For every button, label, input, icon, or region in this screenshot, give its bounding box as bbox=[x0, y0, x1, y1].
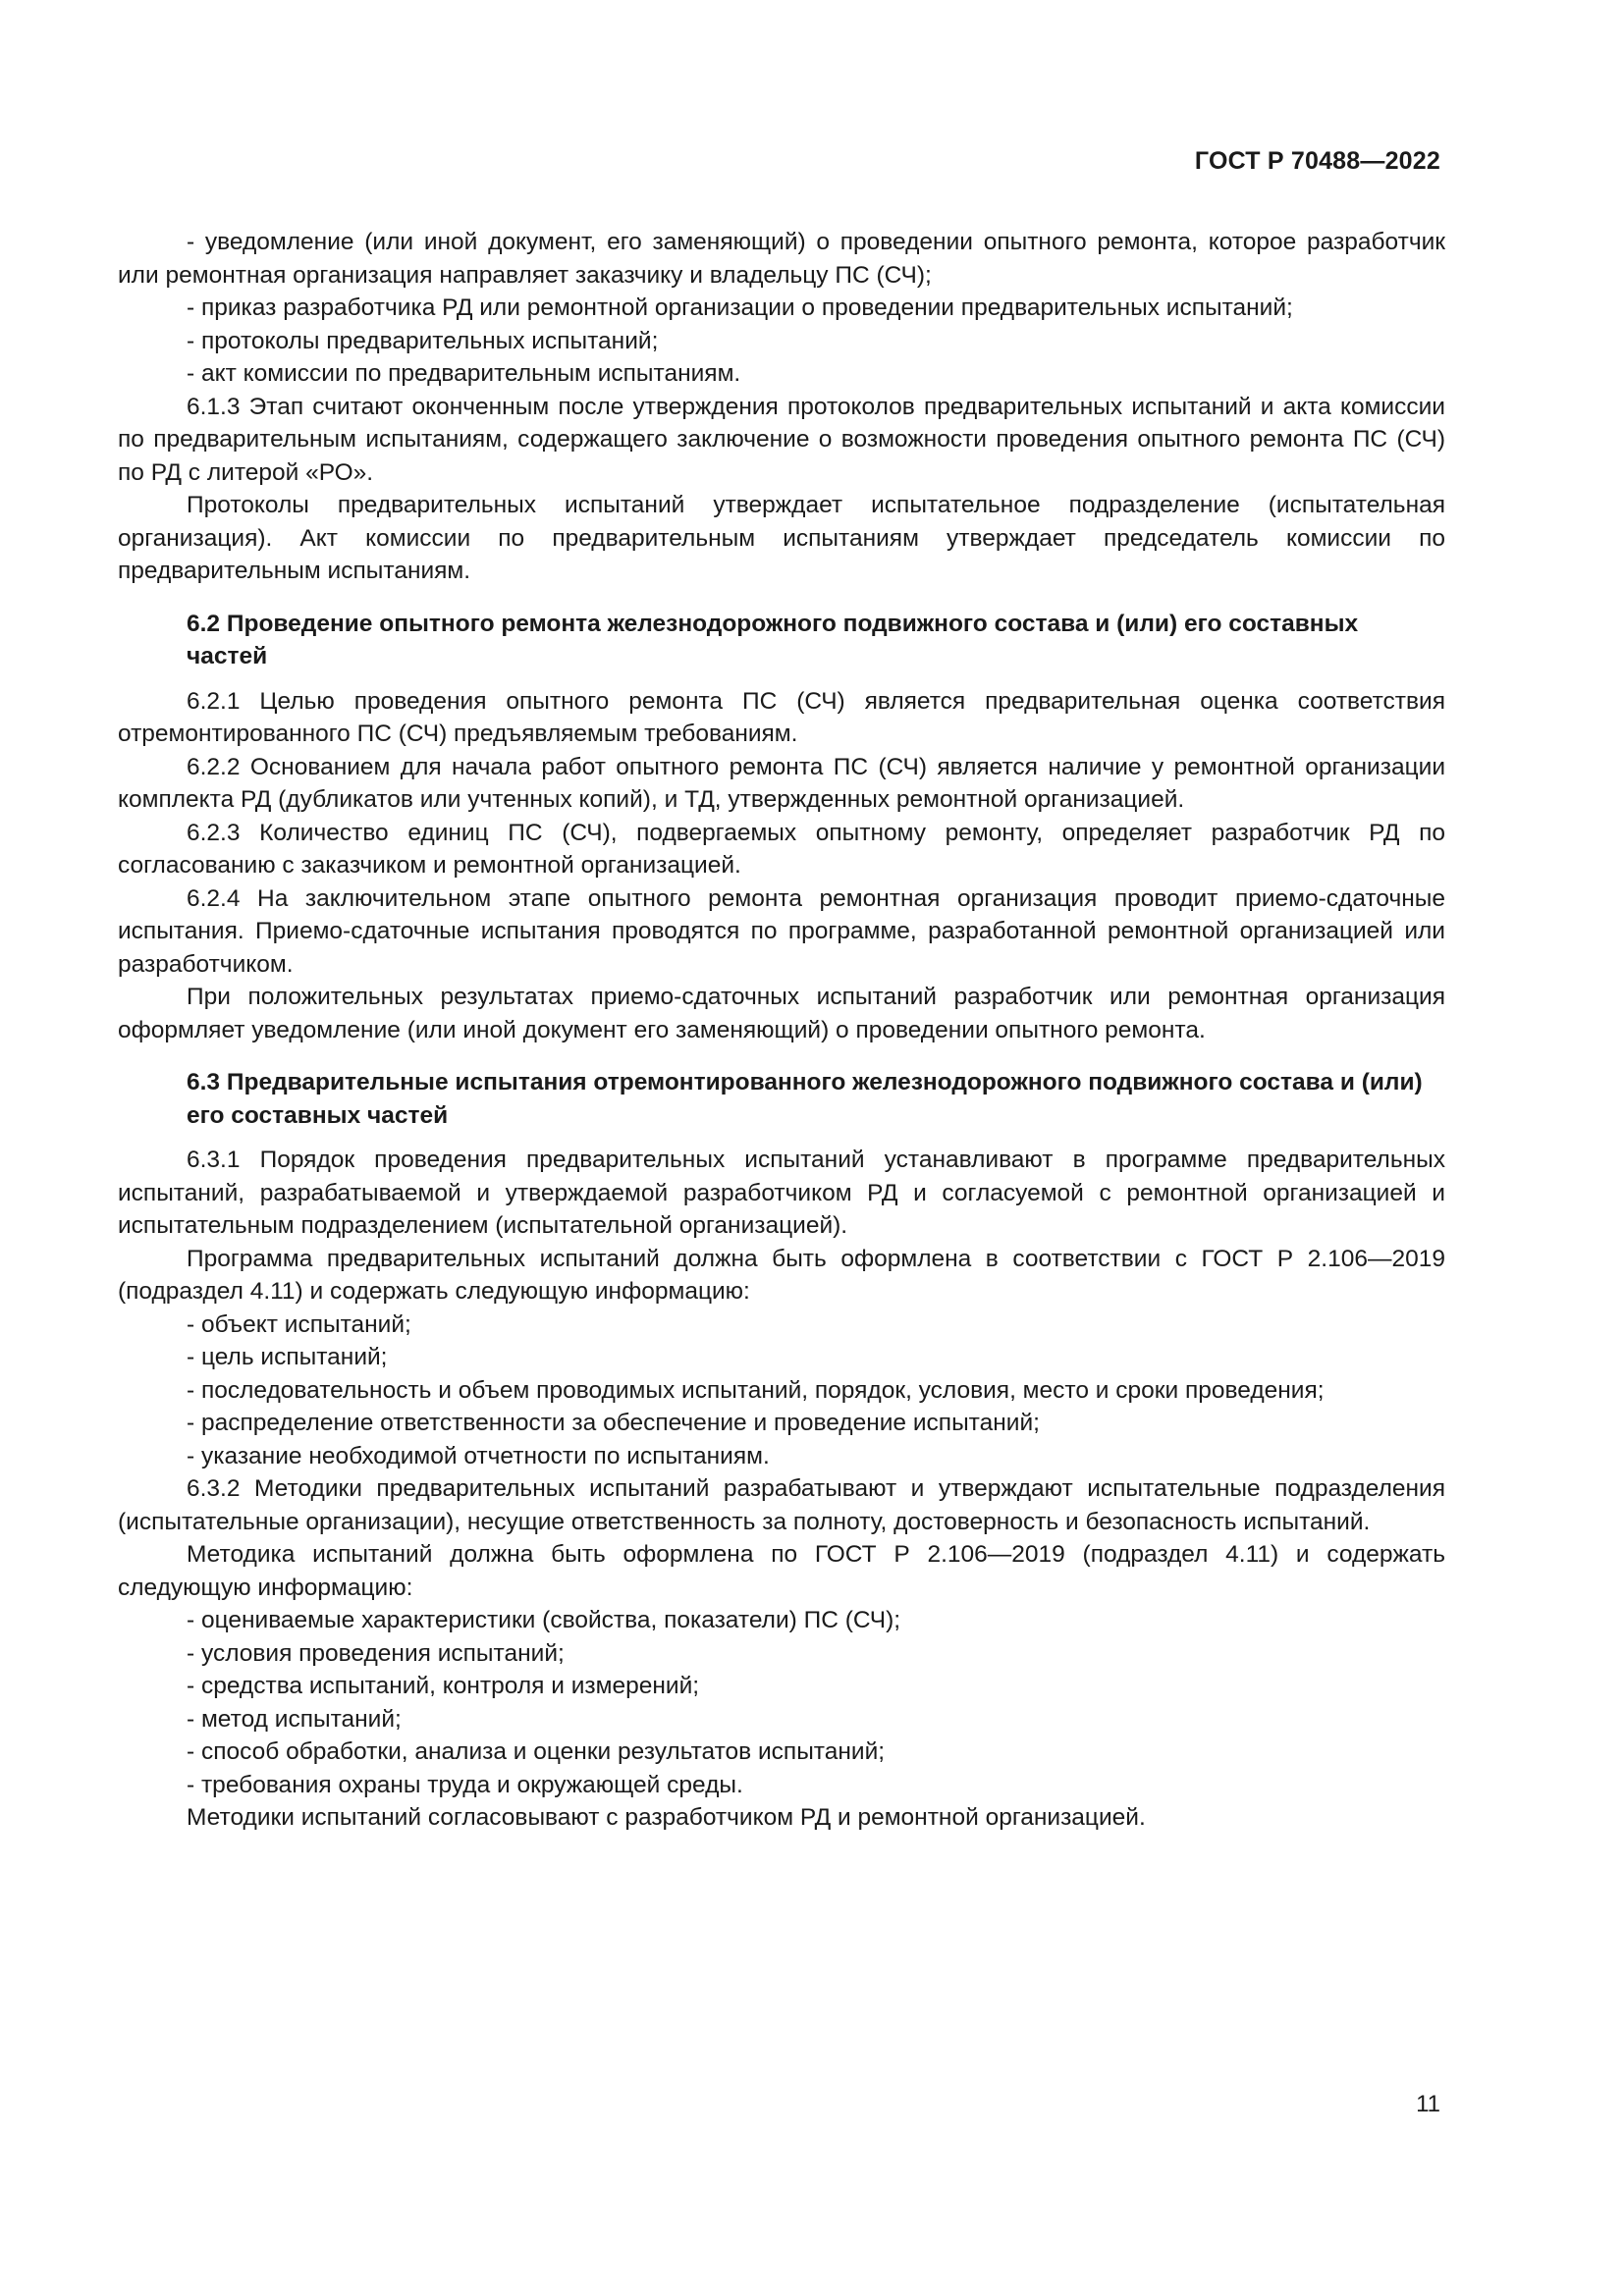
section-heading-6-2: 6.2 Проведение опытного ремонта железнодорожного подвижного состава и (или) его составных частей bbox=[187, 610, 1359, 669]
paragraph: Методика испытаний должна быть оформлена по ГОСТ Р 2.106—2019 (подраздел 4.11) и содержать следующую информацию: bbox=[118, 1541, 1445, 1601]
page-number: 11 bbox=[1416, 2091, 1440, 2117]
list-item: - акт комиссии по предварительным испытаниям. bbox=[187, 360, 741, 387]
document-body bbox=[118, 226, 1445, 1835]
list-item: - средства испытаний, контроля и измерений; bbox=[187, 1673, 700, 1699]
list-item: - метод испытаний; bbox=[187, 1705, 402, 1733]
paragraph: Методики испытаний согласовывают с разработчиком РД и ремонтной организацией. bbox=[187, 1804, 1146, 1831]
section-heading-6-3: 6.3 Предварительные испытания отремонтированного железнодорожного подвижного состава и (или) его составных частей bbox=[187, 1069, 1423, 1129]
list-item: - указание необходимой отчетности по испытаниям. bbox=[187, 1442, 770, 1469]
paragraph: Программа предварительных испытаний должна быть оформлена в соответствии с ГОСТ Р 2.106—2019 (подраздел 4.11) и содержать следующую информацию: bbox=[118, 1245, 1445, 1305]
list-item: - условия проведения испытаний; bbox=[187, 1639, 565, 1667]
document-id-header: ГОСТ Р 70488—2022 bbox=[1194, 147, 1440, 175]
list-item: - распределение ответственности за обеспечение и проведение испытаний; bbox=[187, 1410, 1040, 1436]
list-item: - приказ разработчика РД или ремонтной организации о проведении предварительных испытаний; bbox=[187, 294, 1293, 321]
list-item: - объект испытаний; bbox=[187, 1310, 411, 1338]
paragraph: 6.3.1 Порядок проведения предварительных испытаний устанавливают в программе предварительных испытаний, разрабатываемой и утверждаемой разработчиком РД и согласуемой с ремонтной организацией и испытательным подразделением (испытательной организацией). bbox=[118, 1147, 1445, 1239]
paragraph: 6.2.3 Количество единиц ПС (СЧ), подвергаемых опытному ремонту, определяет разработчик РД по согласованию с заказчиком и ремонтной организацией. bbox=[118, 819, 1445, 879]
paragraph: - уведомление (или иной документ, его заменяющий) о проведении опытного ремонта, которое разработчик или ремонтная организация направляет заказчику и владельцу ПС (СЧ); bbox=[118, 229, 1445, 289]
list-item: - протоколы предварительных испытаний; bbox=[187, 327, 659, 354]
list-item: - цель испытаний; bbox=[187, 1344, 388, 1370]
list-item: - требования охраны труда и окружающей среды. bbox=[187, 1771, 743, 1798]
paragraph: 6.2.2 Основанием для начала работ опытного ремонта ПС (СЧ) является наличие у ремонтной организации комплекта РД (дубликатов или учтенных копий), и ТД, утвержденных ремонтной организацией. bbox=[118, 753, 1445, 813]
paragraph: 6.2.1 Целью проведения опытного ремонта ПС (СЧ) является предварительная оценка соответствия отремонтированного ПС (СЧ) предъявляемым требованиям. bbox=[118, 687, 1445, 747]
list-item: - последовательность и объем проводимых испытаний, порядок, условия, место и сроки проведения; bbox=[187, 1376, 1325, 1404]
paragraph: При положительных результатах приемо-сдаточных испытаний разработчик или ремонтная организация оформляет уведомление (или иной документ его заменяющий) о проведении опытного ремонта. bbox=[118, 984, 1445, 1043]
list-item: - оцениваемые характеристики (свойства, показатели) ПС (СЧ); bbox=[187, 1607, 901, 1633]
paragraph: 6.2.4 На заключительном этапе опытного ремонта ремонтная организация проводит приемо-сдаточные испытания. Приемо-сдаточные испытания проводятся по программе, разработанной ремонтной организацией или разработчиком. bbox=[118, 884, 1445, 978]
paragraph: 6.3.2 Методики предварительных испытаний разрабатывают и утверждают испытательные подразделения (испытательные организации), несущие ответственность за полноту, достоверность и безопасность испытаний. bbox=[118, 1475, 1445, 1535]
paragraph: 6.1.3 Этап считают оконченным после утверждения протоколов предварительных испытаний и акта комиссии по предварительным испытаниям, содержащего заключение о возможности проведения опытного ремонта ПС (СЧ) по РД с литерой «РО». bbox=[118, 393, 1445, 486]
paragraph: Протоколы предварительных испытаний утверждает испытательное подразделение (испытательная организация). Акт комиссии по предварительным испытаниям утверждает председатель комиссии по предварительным испытаниям. bbox=[118, 492, 1445, 584]
list-item: - способ обработки, анализа и оценки результатов испытаний; bbox=[187, 1738, 886, 1765]
